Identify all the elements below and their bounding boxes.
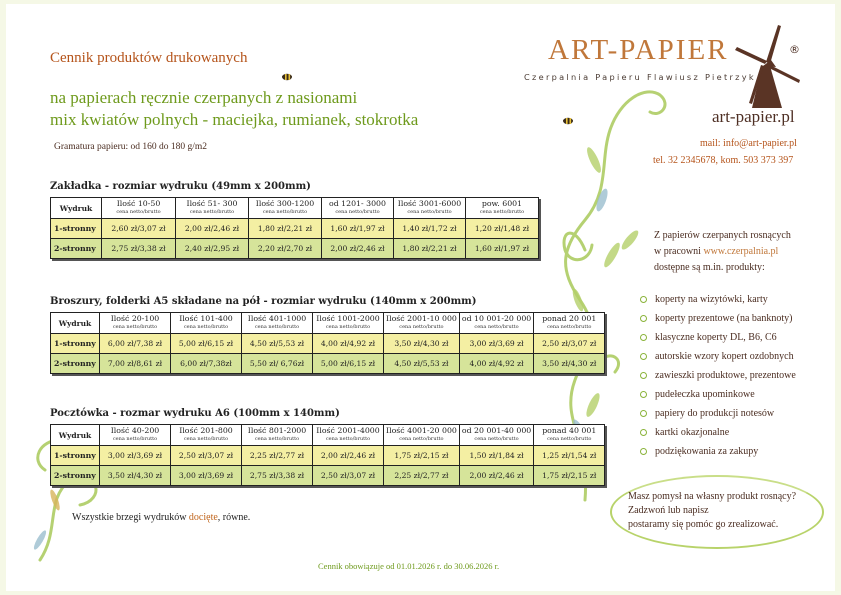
product-label: autorskie wzory kopert ozdobnych — [655, 350, 794, 362]
bullet-icon — [640, 410, 647, 417]
product-label: koperty prezentowe (na banknoty) — [655, 312, 793, 324]
column-header: Ilość 1001-2000 cena netto/brutto — [313, 313, 384, 334]
price-table-bookmark — [50, 197, 539, 259]
list-item — [640, 423, 796, 442]
price-cell: 1,80 zł/2,21 zł — [249, 219, 322, 239]
price-cell: 5,00 zł/6,15 zł — [171, 334, 242, 354]
intro-prefix: w pracowni — [654, 246, 704, 257]
subtitle-line-2: mix kwiatów polnych - maciejka, rumianek, stokrotka — [50, 110, 419, 129]
list-item — [640, 385, 796, 404]
column-header: Ilość 20-100 cena netto/brutto — [100, 313, 171, 334]
table-header-row — [51, 425, 605, 446]
column-header: Ilość 401-1000 cena netto/brutto — [242, 313, 313, 334]
product-label: podziękowania za zakupy — [655, 445, 759, 457]
product-label: koperty na wizytówki, karty — [655, 293, 768, 305]
price-cell: 2,50 zł/3,07 zł — [313, 466, 384, 486]
column-header: od 1201- 3000 cena netto/brutto — [322, 198, 394, 219]
bullet-icon — [640, 429, 647, 436]
table-row — [51, 239, 539, 259]
price-cell: 1,60 zł/1,97 zł — [322, 219, 394, 239]
price-cell: 1,25 zł/1,54 zł — [534, 446, 605, 466]
column-header: Ilość 201-800 cena netto/brutto — [171, 425, 242, 446]
brand-tagline: Czerpalnia Papieru Flawiusz Pietrzyk — [524, 72, 756, 82]
price-cell: 2,40 zł/2,95 zł — [176, 239, 249, 259]
column-header: Ilość 51- 300 cena netto/brutto — [176, 198, 249, 219]
edges-prefix: Wszystkie brzegi wydruków — [72, 512, 189, 523]
table-row — [51, 354, 605, 374]
column-header: Ilość 2001-10 000 cena netto/brutto — [384, 313, 460, 334]
column-header: Wydruk — [51, 425, 100, 446]
product-label: kartki okazjonalne — [655, 426, 730, 438]
table-title-brochure: Broszury, folderki A5 składane na pół - rozmiar wydruku (140mm x 200mm) — [50, 296, 477, 307]
row-label: 1-stronny — [51, 334, 100, 354]
column-header: Ilość 101-400 cena netto/brutto — [171, 313, 242, 334]
column-header: Ilość 4001-20 000 cena netto/brutto — [384, 425, 460, 446]
column-header: ponad 40 001 cena netto/brutto — [534, 425, 605, 446]
row-label: 1-stronny — [51, 219, 102, 239]
table-header-row — [51, 313, 605, 334]
callout-text — [628, 490, 796, 532]
table-row — [51, 334, 605, 354]
price-table-brochure — [50, 312, 605, 374]
contact-mail[interactable]: mail: info@art-papier.pl — [700, 138, 797, 149]
price-cell: 2,50 zł/3,07 zł — [534, 334, 605, 354]
column-header: Ilość 300-1200 cena netto/brutto — [249, 198, 322, 219]
row-label: 2-stronny — [51, 354, 100, 374]
column-header: Ilość 10-50 cena netto/brutto — [102, 198, 176, 219]
price-cell: 3,00 zł/3,69 zł — [459, 334, 533, 354]
list-item — [640, 366, 796, 385]
product-label: pudełeczka upominkowe — [655, 388, 755, 400]
row-label: 2-stronny — [51, 239, 102, 259]
price-cell: 3,50 zł/4,30 zł — [384, 334, 460, 354]
intro-line: Z papierów czerpanych rosnących — [654, 230, 791, 241]
bullet-icon — [640, 296, 647, 303]
price-cell: 2,25 zł/2,77 zł — [384, 466, 460, 486]
price-cell: 3,00 zł/3,69 zł — [171, 466, 242, 486]
row-label: 1-stronny — [51, 446, 100, 466]
list-item — [640, 404, 796, 423]
paper-grammage: Gramatura papieru: od 160 do 180 g/m2 — [54, 142, 208, 152]
price-cell: 1,20 zł/1,48 zł — [466, 219, 539, 239]
bullet-icon — [640, 353, 647, 360]
row-label: 2-stronny — [51, 466, 100, 486]
column-header: Wydruk — [51, 198, 102, 219]
price-cell: 2,00 zł/2,46 zł — [322, 239, 394, 259]
table-title-postcard: Pocztówka - rozmar wydruku A6 (100mm x 140mm) — [50, 408, 340, 419]
list-item — [640, 347, 796, 366]
product-label: zawieszki produktowe, prezentowe — [655, 369, 796, 381]
registered-mark: ® — [789, 43, 800, 56]
bee-icon — [282, 74, 292, 80]
column-header: Ilość 3001-6000 cena netto/brutto — [394, 198, 466, 219]
bullet-icon — [640, 391, 647, 398]
subtitle-line-1: na papierach ręcznie czerpanych z nasionami — [50, 88, 358, 107]
column-header: od 20 001-40 000 cena netto/brutto — [459, 425, 533, 446]
column-header: Wydruk — [51, 313, 100, 334]
workshop-link[interactable]: www.czerpalnia.pl — [703, 246, 779, 257]
list-item — [640, 328, 796, 347]
column-header: pow. 6001 cena netto/brutto — [466, 198, 539, 219]
price-cell: 3,50 zł/4,30 zł — [534, 354, 605, 374]
bullet-icon — [640, 448, 647, 455]
column-header: od 10 001-20 000 cena netto/brutto — [459, 313, 533, 334]
page-title: Cennik produktów drukowanych — [50, 50, 248, 66]
price-cell: 2,75 zł/3,38 zł — [242, 466, 313, 486]
price-cell: 3,00 zł/3,69 zł — [100, 446, 171, 466]
price-cell: 2,50 zł/3,07 zł — [171, 446, 242, 466]
callout-line: postaramy się pomóc go zrealizować. — [628, 519, 779, 530]
price-cell: 1,80 zł/2,21 zł — [394, 239, 466, 259]
price-cell: 2,60 zł/3,07 zł — [102, 219, 176, 239]
price-cell: 2,00 zł/2,46 zł — [176, 219, 249, 239]
price-cell: 4,50 zł/5,53 zł — [384, 354, 460, 374]
brand-website[interactable]: art-papier.pl — [712, 107, 795, 126]
validity-note: Cennik obowiązuje od 01.01.2026 r. do 30.06.2026 r. — [318, 561, 500, 571]
list-item — [640, 309, 796, 328]
table-title-bookmark: Zakładka - rozmiar wydruku (49mm x 200mm) — [50, 181, 311, 192]
price-cell: 2,75 zł/3,38 zł — [102, 239, 176, 259]
price-cell: 2,20 zł/2,70 zł — [249, 239, 322, 259]
table-header-row — [51, 198, 539, 219]
edges-note — [72, 512, 250, 523]
table-row — [51, 446, 605, 466]
contact-phone: tel. 32 2345678, kom. 503 373 397 — [653, 155, 794, 166]
callout-line: Zadzwoń lub napisz — [628, 505, 709, 516]
price-cell: 4,00 zł/4,92 zł — [459, 354, 533, 374]
column-header: ponad 20 001 cena netto/brutto — [534, 313, 605, 334]
edges-suffix: , równe. — [217, 512, 251, 523]
brand-name: ART-PAPIER — [548, 34, 729, 66]
price-cell: 1,75 zł/2,15 zł — [384, 446, 460, 466]
price-cell: 2,00 zł/2,46 zł — [459, 466, 533, 486]
table-row — [51, 219, 539, 239]
price-cell: 2,00 zł/2,46 zł — [313, 446, 384, 466]
bullet-icon — [640, 315, 647, 322]
bullet-icon — [640, 372, 647, 379]
edges-highlight: docięte — [188, 512, 218, 523]
price-cell: 5,00 zł/6,15 zł — [313, 354, 384, 374]
product-list — [640, 290, 796, 461]
price-cell: 4,00 zł/4,92 zł — [313, 334, 384, 354]
products-intro — [654, 228, 791, 276]
intro-line — [654, 244, 791, 260]
price-cell: 2,25 zł/2,77 zł — [242, 446, 313, 466]
price-table-postcard — [50, 424, 605, 486]
column-header: Ilość 40-200 cena netto/brutto — [100, 425, 171, 446]
bee-icon — [563, 118, 573, 124]
bullet-icon — [640, 334, 647, 341]
list-item — [640, 290, 796, 309]
list-item — [640, 442, 796, 461]
price-cell: 6,00 zł/7,38 zł — [100, 334, 171, 354]
price-cell: 1,75 zł/2,15 zł — [534, 466, 605, 486]
price-cell: 3,50 zł/4,30 zł — [100, 466, 171, 486]
product-label: klasyczne koperty DL, B6, C6 — [655, 331, 777, 343]
price-cell: 7,00 zł/8,61 zł — [100, 354, 171, 374]
price-cell: 6,00 zł/7,38zł — [171, 354, 242, 374]
product-label: papiery do produkcji notesów — [655, 407, 775, 419]
price-cell: 1,60 zł/1,97 zł — [466, 239, 539, 259]
callout-line: Masz pomysł na własny produkt rosnący? — [628, 491, 797, 502]
intro-line: dostępne są m.in. produkty: — [654, 262, 765, 273]
price-cell: 4,50 zł/5,53 zł — [242, 334, 313, 354]
column-header: Ilość 2001-4000 cena netto/brutto — [313, 425, 384, 446]
price-cell: 5,50 zł/ 6,76zł — [242, 354, 313, 374]
column-header: Ilość 801-2000 cena netto/brutto — [242, 425, 313, 446]
price-cell: 1,50 zł/1,84 zł — [459, 446, 533, 466]
table-row — [51, 466, 605, 486]
price-cell: 1,40 zł/1,72 zł — [394, 219, 466, 239]
windmill-logo-icon — [735, 25, 800, 108]
